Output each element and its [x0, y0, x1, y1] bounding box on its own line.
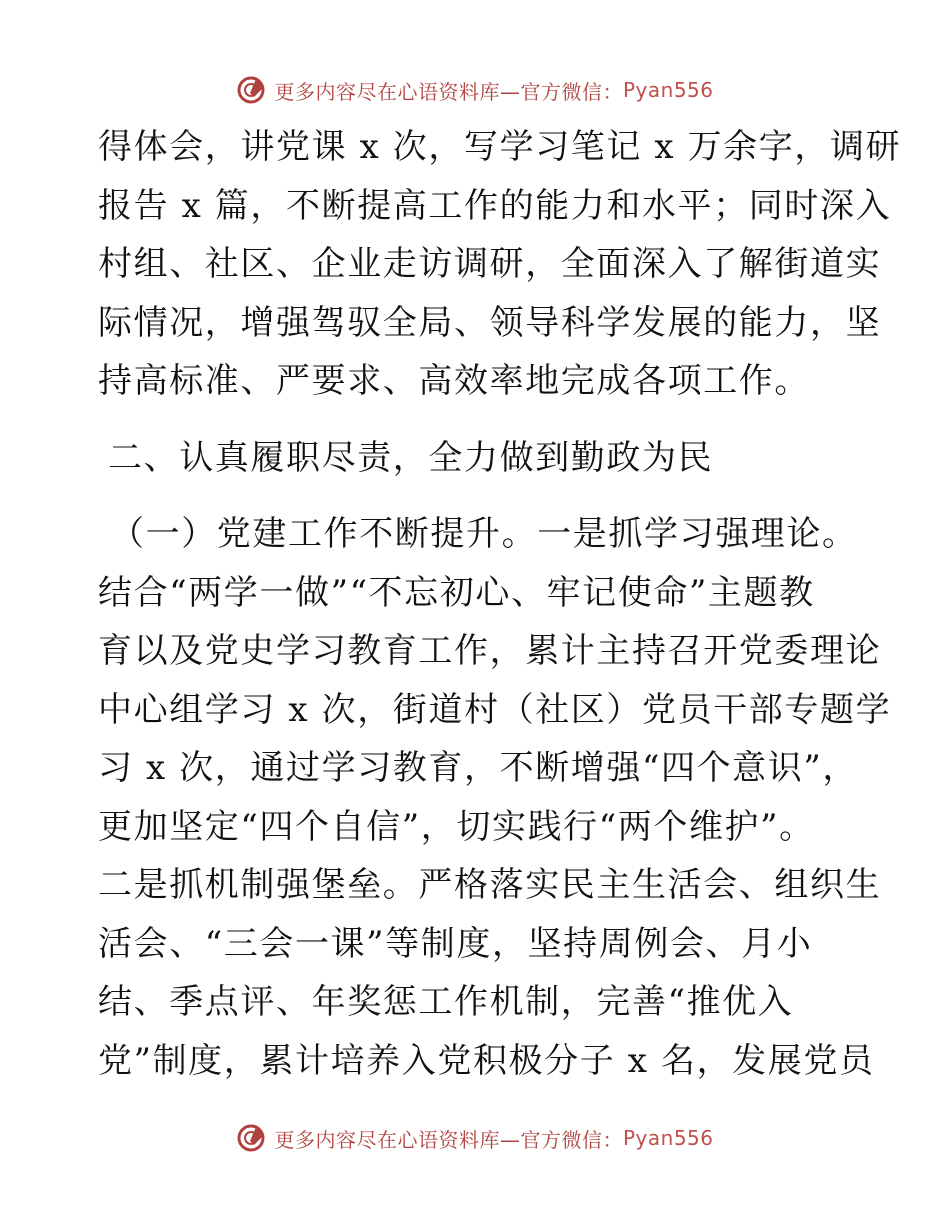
text-line: 更加坚定“四个自信”，切实践行“两个维护”。 — [98, 806, 815, 847]
watermark-text: 更多内容尽在心语资料库—官方微信： — [274, 1127, 623, 1152]
text-line: 际情况，增强驾驭全局、领导科学发展的能力，坚 — [98, 302, 882, 343]
red-circle-pen-logo-icon — [236, 75, 266, 105]
text-line: 中心组学习 x 次，街道村（社区）党员干部专题学 — [98, 689, 892, 730]
watermark-wechat-id: Pyan556 — [622, 78, 714, 102]
text-line: （一）党建工作不断提升。一是抓学习强理论。 — [110, 514, 858, 554]
text-line: 习 x 次，通过学习教育，不断增强“四个意识”， — [98, 748, 858, 788]
document-body — [98, 118, 902, 1090]
text-line: 得体会，讲党课 x 次，写学习笔记 x 万余字，调研 — [98, 127, 902, 167]
text-line: 结合“两学一做”“不忘初心、牢记使命”主题教 — [98, 572, 815, 613]
paragraph-gap — [98, 487, 858, 505]
paragraph-gap — [98, 411, 858, 429]
text-line: 育以及党史学习教育工作，累计主持召开党委理论 — [98, 631, 882, 671]
watermark-banner-bottom — [0, 1118, 950, 1158]
text-line: 党”制度，累计培养入党积极分子 x 名，发展党员 — [98, 1040, 875, 1081]
text-line: 持高标准、严要求、高效率地完成各项工作。 — [98, 361, 810, 401]
section-heading: 二、认真履职尽责，全力做到勤政为民 — [108, 437, 714, 478]
text-line: 结、季点评、年奖惩工作机制，完善“推优入 — [98, 982, 794, 1022]
watermark-text: 更多内容尽在心语资料库—官方微信： — [274, 79, 623, 104]
watermark-wechat-id: Pyan556 — [622, 1126, 714, 1150]
watermark-banner-top — [0, 70, 950, 110]
text-line: 报告 x 篇，不断提高工作的能力和水平；同时深入 — [98, 185, 892, 226]
red-circle-pen-logo-icon — [236, 1123, 266, 1153]
text-line: 村组、社区、企业走访调研，全面深入了解街道实 — [98, 244, 882, 284]
text-line: 二是抓机制强堡垒。严格落实民主生活会、组织生 — [98, 865, 882, 905]
text-line: 活会、“三会一课”等制度，坚持周例会、月小 — [98, 923, 813, 964]
